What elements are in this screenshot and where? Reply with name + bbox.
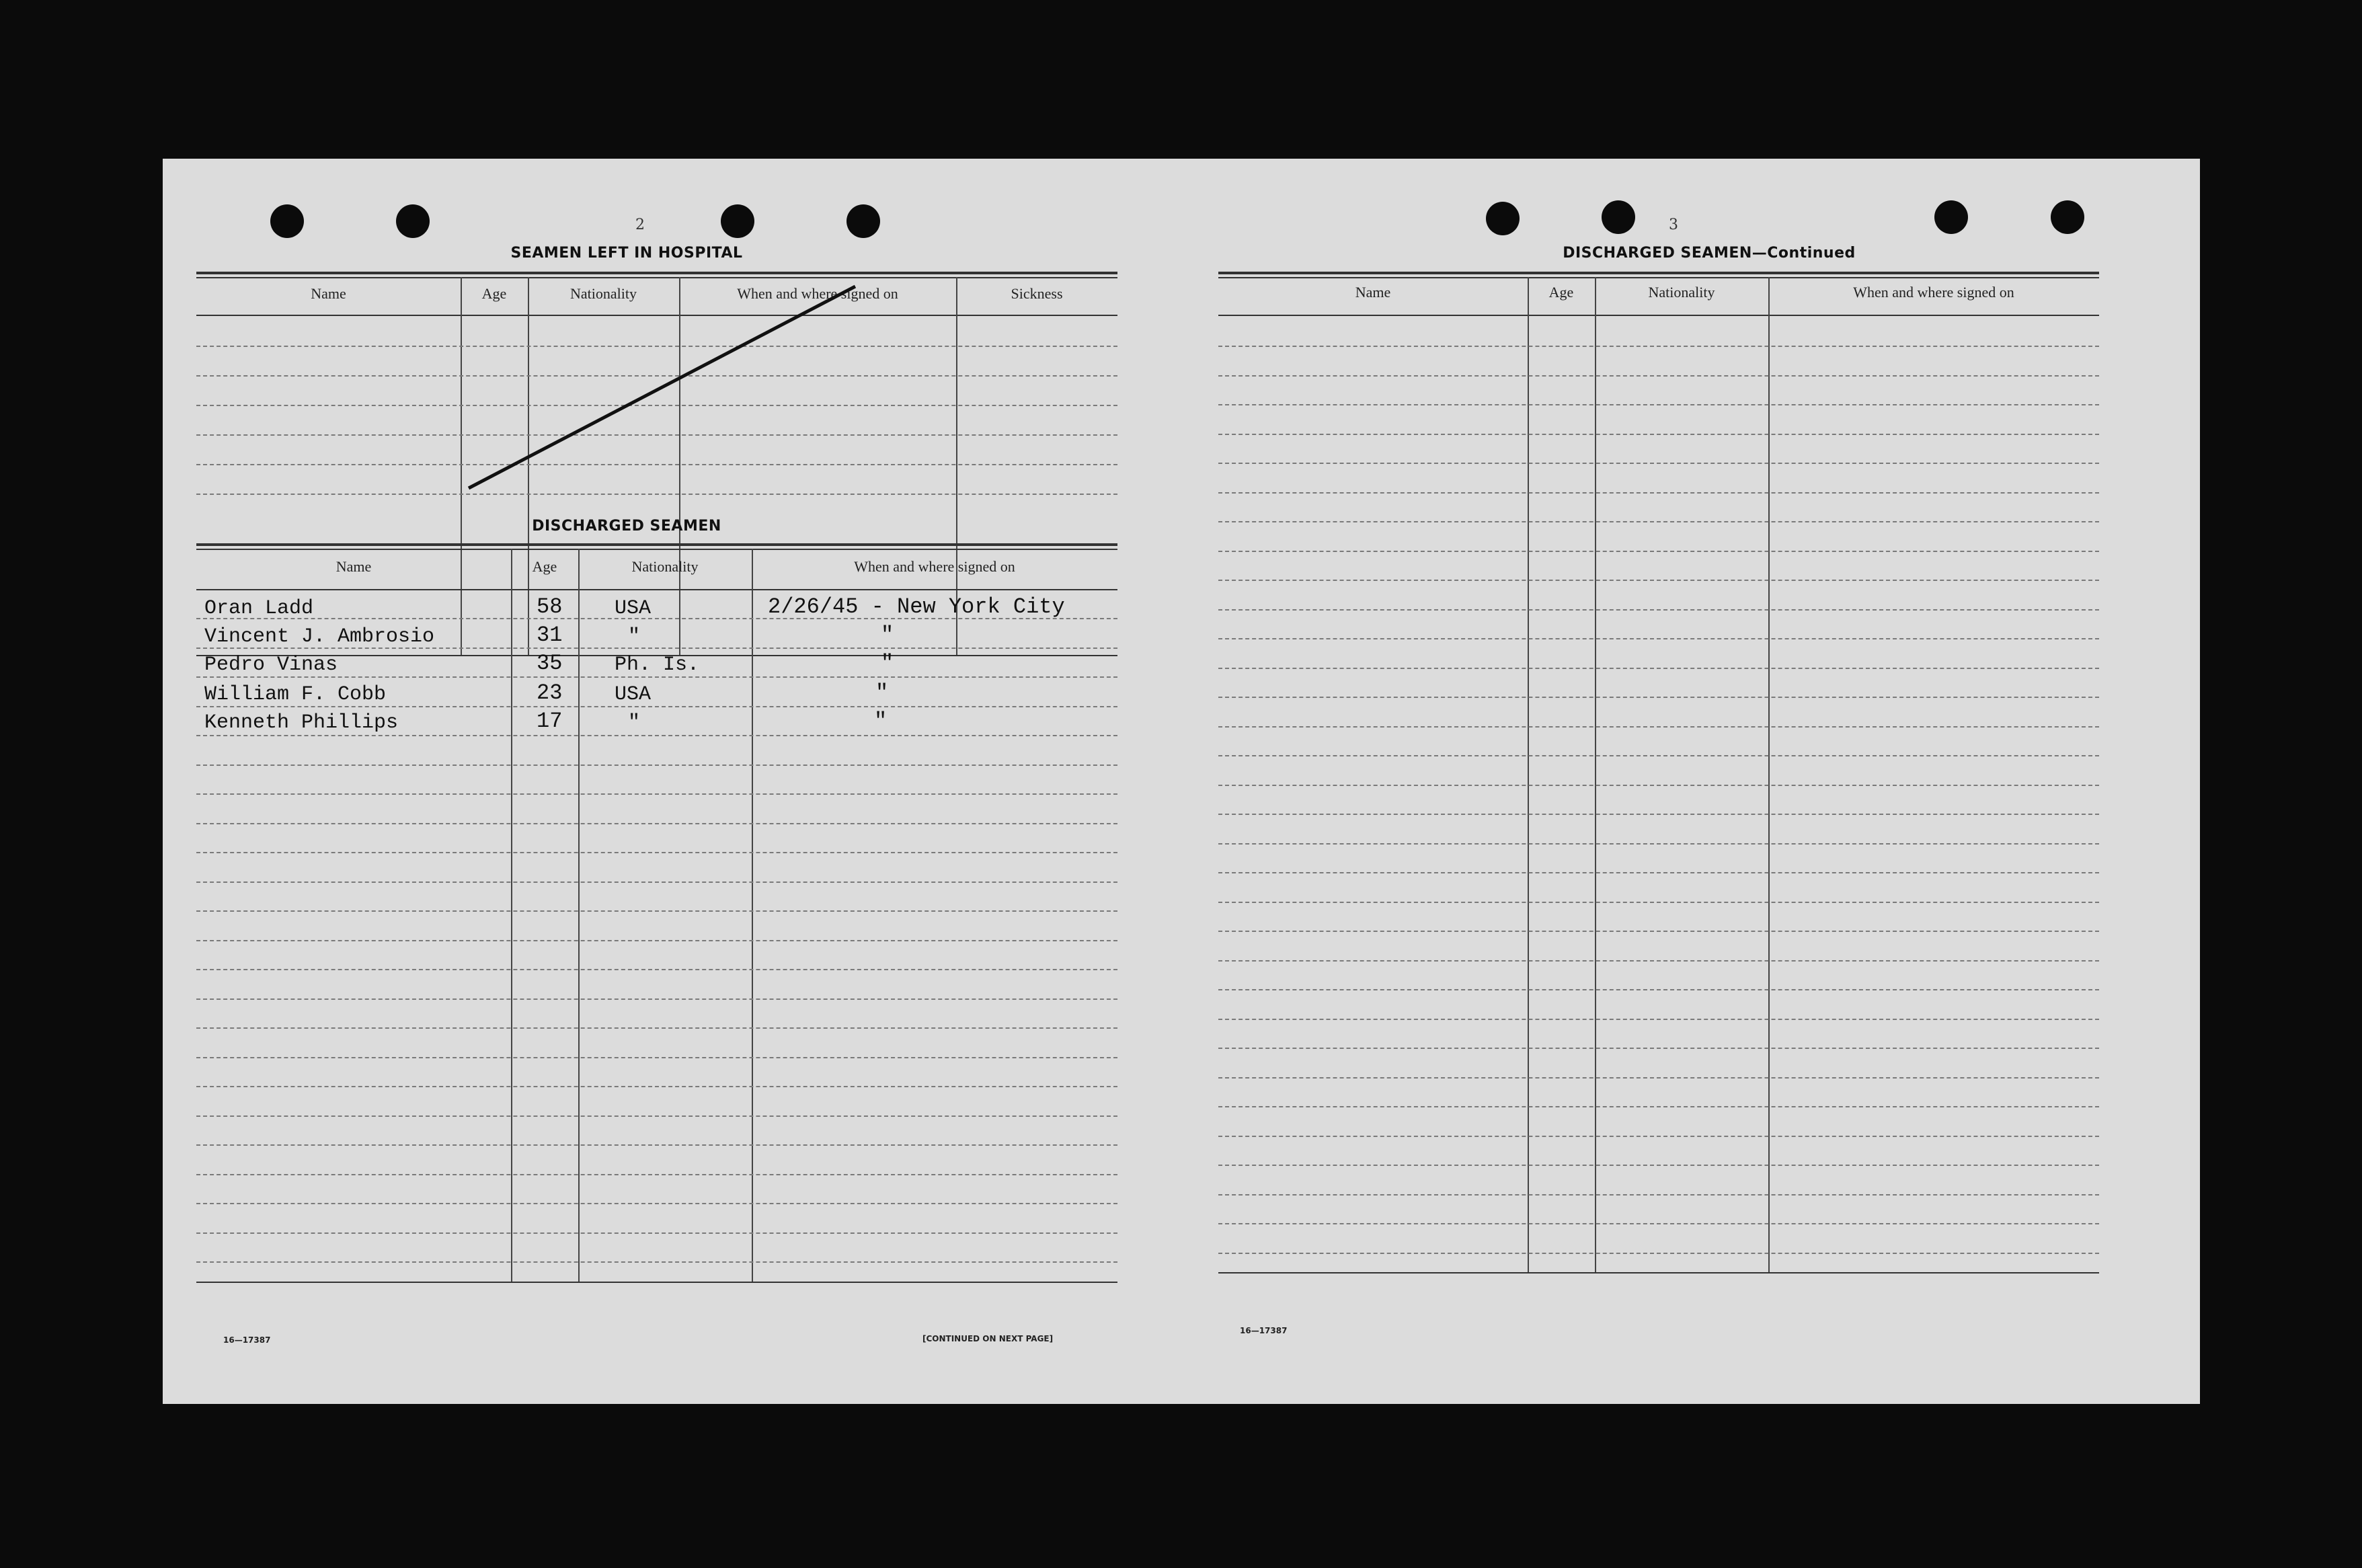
discharged-signed-on: " bbox=[881, 623, 894, 648]
right-col-signed-on: When and where signed on bbox=[1853, 284, 2014, 301]
discharged-col-divider bbox=[752, 549, 753, 1282]
discharged-name: Kenneth Phillips bbox=[204, 711, 399, 734]
discharged-table-top-rule bbox=[196, 543, 1117, 546]
table-row-line bbox=[196, 910, 1117, 912]
table-row-line bbox=[1218, 960, 2099, 962]
hospital-section-title: SEAMEN LEFT IN HOSPITAL bbox=[510, 245, 743, 262]
discharged-col-name: Name bbox=[336, 558, 372, 575]
right-col-nationality: Nationality bbox=[1648, 284, 1715, 301]
right-header-rule bbox=[1218, 315, 2099, 316]
table-row-line bbox=[1218, 1019, 2099, 1020]
table-row-line bbox=[196, 1115, 1117, 1117]
discharged-name: Vincent J. Ambrosio bbox=[204, 625, 435, 648]
discharged-name: William F. Cobb bbox=[204, 683, 387, 706]
hospital-col-sickness: Sickness bbox=[1011, 285, 1063, 302]
discharged-signed-on: " bbox=[881, 651, 894, 676]
table-row-line bbox=[196, 765, 1117, 766]
table-row-line bbox=[1218, 346, 2099, 347]
punch-hole bbox=[1602, 200, 1635, 234]
right-table-top-rule bbox=[1218, 272, 2099, 274]
discharged-col-divider bbox=[578, 549, 580, 1282]
discharged-col-age: Age bbox=[532, 558, 557, 575]
table-row-line bbox=[1218, 580, 2099, 581]
table-row-line bbox=[1218, 463, 2099, 464]
page-number: 2 bbox=[635, 217, 645, 233]
discharged-name: Oran Ladd bbox=[204, 597, 314, 620]
table-row-line bbox=[196, 881, 1117, 883]
table-row-line bbox=[1218, 404, 2099, 405]
table-row-line bbox=[1218, 375, 2099, 377]
table-row-line bbox=[196, 676, 1117, 678]
discharged-header-rule bbox=[196, 589, 1117, 590]
discharged-nationality: " bbox=[628, 711, 641, 734]
table-row-line bbox=[196, 1261, 1117, 1263]
table-row-line bbox=[1218, 609, 2099, 611]
table-row-line bbox=[196, 1086, 1117, 1087]
punch-hole bbox=[1934, 200, 1968, 234]
right-col-divider bbox=[1528, 277, 1529, 1272]
table-row-line bbox=[196, 1203, 1117, 1204]
discharged-continued-title: DISCHARGED SEAMEN—Continued bbox=[1563, 245, 1856, 262]
table-row-line bbox=[1218, 1077, 2099, 1079]
table-row-line bbox=[1218, 785, 2099, 786]
discharged-table-bottom-rule bbox=[196, 1282, 1117, 1283]
discharged-age: 31 bbox=[537, 623, 563, 648]
table-row-line bbox=[1218, 843, 2099, 845]
right-col-divider bbox=[1595, 277, 1596, 1272]
document-sheet bbox=[163, 159, 2200, 1404]
discharged-age: 23 bbox=[537, 680, 563, 705]
punch-hole bbox=[1486, 202, 1520, 235]
discharged-section-title: DISCHARGED SEAMEN bbox=[532, 518, 721, 535]
table-row-line bbox=[1218, 726, 2099, 728]
punch-hole bbox=[2051, 200, 2084, 234]
table-row-line bbox=[1218, 668, 2099, 669]
table-row-line bbox=[1218, 638, 2099, 639]
table-row-line bbox=[1218, 551, 2099, 552]
table-row-line bbox=[1218, 1253, 2099, 1254]
discharged-nationality: Ph. Is. bbox=[615, 654, 700, 676]
table-row-line bbox=[196, 823, 1117, 824]
table-row-line bbox=[1218, 1136, 2099, 1137]
table-row-line bbox=[1218, 1048, 2099, 1049]
table-row-line bbox=[1218, 902, 2099, 903]
discharged-signed-on: " bbox=[875, 680, 889, 705]
table-row-line bbox=[196, 735, 1117, 736]
table-row-line bbox=[1218, 434, 2099, 435]
table-row-line bbox=[196, 1174, 1117, 1175]
hospital-col-signed-on: When and where signed on bbox=[737, 285, 898, 302]
table-row-line bbox=[196, 1027, 1117, 1029]
table-row-line bbox=[1218, 872, 2099, 873]
discharged-age: 17 bbox=[537, 709, 563, 734]
right-table-top-rule-2 bbox=[1218, 277, 2099, 278]
discharged-nationality: USA bbox=[615, 597, 652, 620]
table-row-line bbox=[1218, 697, 2099, 698]
table-row-line bbox=[1218, 521, 2099, 522]
discharged-col-divider bbox=[511, 549, 512, 1282]
table-row-line bbox=[196, 969, 1117, 970]
table-row-line bbox=[1218, 931, 2099, 932]
table-row-line bbox=[196, 852, 1117, 853]
table-row-line bbox=[1218, 1194, 2099, 1195]
table-row-line bbox=[196, 1144, 1117, 1146]
right-col-name: Name bbox=[1355, 284, 1391, 301]
form-number: 16—17387 bbox=[1240, 1326, 1288, 1335]
form-number: 16—17387 bbox=[223, 1335, 271, 1345]
discharged-signed-on: " bbox=[874, 709, 888, 734]
hospital-col-name: Name bbox=[311, 285, 346, 302]
right-table-bottom-rule bbox=[1218, 1272, 2099, 1273]
table-row-line bbox=[196, 1057, 1117, 1058]
discharged-nationality: USA bbox=[615, 683, 652, 706]
table-row-line bbox=[1218, 1106, 2099, 1107]
discharged-signed-on: 2/26/45 - New York City bbox=[768, 594, 1065, 619]
discharged-col-signed-on: When and where signed on bbox=[854, 558, 1015, 575]
table-row-line bbox=[1218, 492, 2099, 494]
right-col-divider bbox=[1768, 277, 1770, 1272]
discharged-table-top-rule-2 bbox=[196, 549, 1117, 550]
discharged-age: 35 bbox=[537, 651, 563, 676]
table-row-line bbox=[1218, 1165, 2099, 1166]
hospital-col-age: Age bbox=[481, 285, 507, 302]
table-row-line bbox=[196, 1232, 1117, 1234]
table-row-line bbox=[196, 940, 1117, 941]
discharged-age: 58 bbox=[537, 594, 563, 619]
table-row-line bbox=[196, 998, 1117, 1000]
table-row-line bbox=[196, 793, 1117, 795]
table-row-line bbox=[1218, 989, 2099, 990]
table-row-line bbox=[1218, 1223, 2099, 1224]
discharged-nationality: " bbox=[628, 625, 641, 648]
continued-note: [CONTINUED ON NEXT PAGE] bbox=[922, 1334, 1054, 1343]
table-row-line bbox=[1218, 814, 2099, 815]
page-number: 3 bbox=[1669, 217, 1678, 233]
table-row-line bbox=[1218, 755, 2099, 756]
hospital-col-nationality: Nationality bbox=[570, 285, 637, 302]
discharged-name: Pedro Vinas bbox=[204, 654, 338, 676]
discharged-col-nationality: Nationality bbox=[631, 558, 699, 575]
right-col-age: Age bbox=[1548, 284, 1574, 301]
